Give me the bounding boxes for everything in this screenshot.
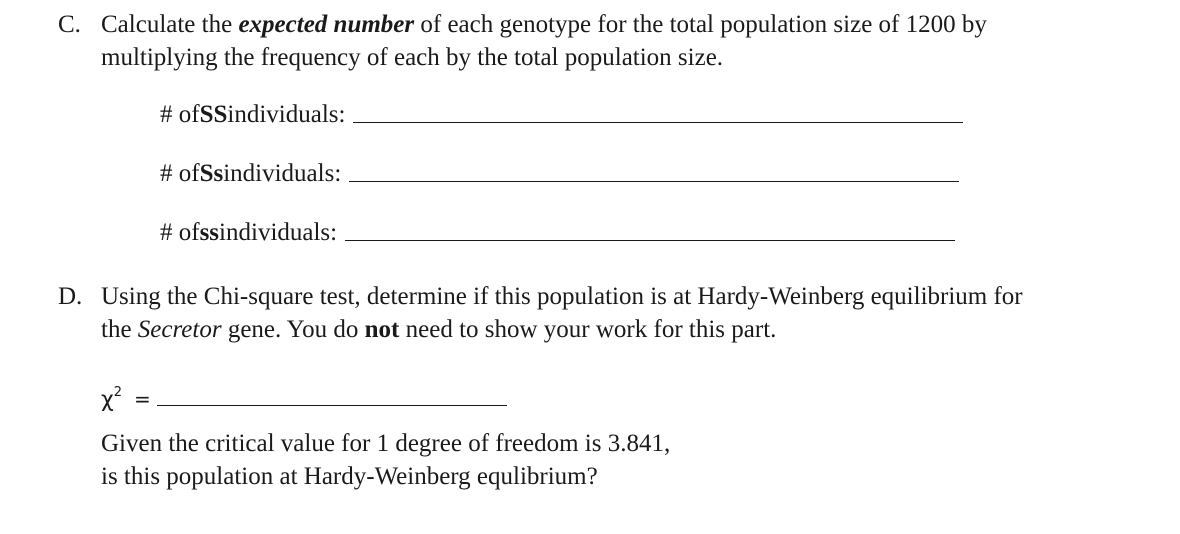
final-question: [101, 427, 1001, 493]
answer-blank-SS[interactable]: [353, 121, 963, 123]
chi-equals-sign: =: [134, 387, 151, 412]
question-d-text: [101, 280, 1141, 346]
answer-row-Ss: [160, 157, 959, 190]
question-c-label: C.: [58, 11, 81, 38]
answer-row-prefix: # of: [160, 101, 200, 128]
chi-letter: χ: [101, 387, 114, 413]
final-question-line-2: is this population at Hardy-Weinberg equlibrium?: [101, 463, 598, 490]
answer-row-prefix: # of: [160, 160, 200, 187]
answer-row-prefix: # of: [160, 219, 200, 246]
question-c-post: of each genotype for the total population size of 1200 by: [414, 11, 987, 38]
answer-row-suffix: individuals:: [227, 101, 346, 128]
question-c-pre: Calculate the: [101, 11, 239, 38]
question-c-line-1: [101, 8, 1101, 41]
emphasis-not: not: [364, 316, 400, 343]
chi-square-row: [101, 378, 507, 416]
final-question-line-1: Given the critical value for 1 degree of freedom is 3.841,: [101, 430, 671, 457]
question-d-line-2: [101, 313, 1141, 346]
question-d-line-2-post: need to show your work for this part.: [399, 316, 777, 343]
question-c-emphasis: expected number: [238, 11, 415, 38]
question-d-line-2-pre: the: [101, 316, 138, 343]
question-c-line-2: multiplying the frequency of each by the total population size.: [101, 44, 724, 71]
answer-row-SS: [160, 98, 963, 131]
question-d-line-1: Using the Chi-square test, determine if this population is at Hardy-Weinberg equilibrium for: [101, 283, 1023, 310]
question-d-line-2-mid: gene. You do: [221, 316, 365, 343]
question-c-text: [101, 8, 1101, 74]
genotype-ss: ss: [199, 219, 220, 246]
answer-blank-ss[interactable]: [345, 239, 955, 241]
answer-blank-Ss[interactable]: [349, 180, 959, 182]
answer-row-suffix: individuals:: [219, 219, 338, 246]
gene-name: Secretor: [137, 316, 222, 343]
answer-row-ss: [160, 216, 955, 249]
question-d-label: D.: [58, 283, 83, 310]
genotype-Ss: Ss: [199, 160, 224, 187]
genotype-SS: SS: [199, 101, 228, 128]
chi-square-answer-blank[interactable]: [157, 404, 507, 406]
answer-row-suffix: individuals:: [223, 160, 342, 187]
chi-square-symbol: [101, 378, 122, 416]
chi-exponent: 2: [113, 385, 122, 400]
